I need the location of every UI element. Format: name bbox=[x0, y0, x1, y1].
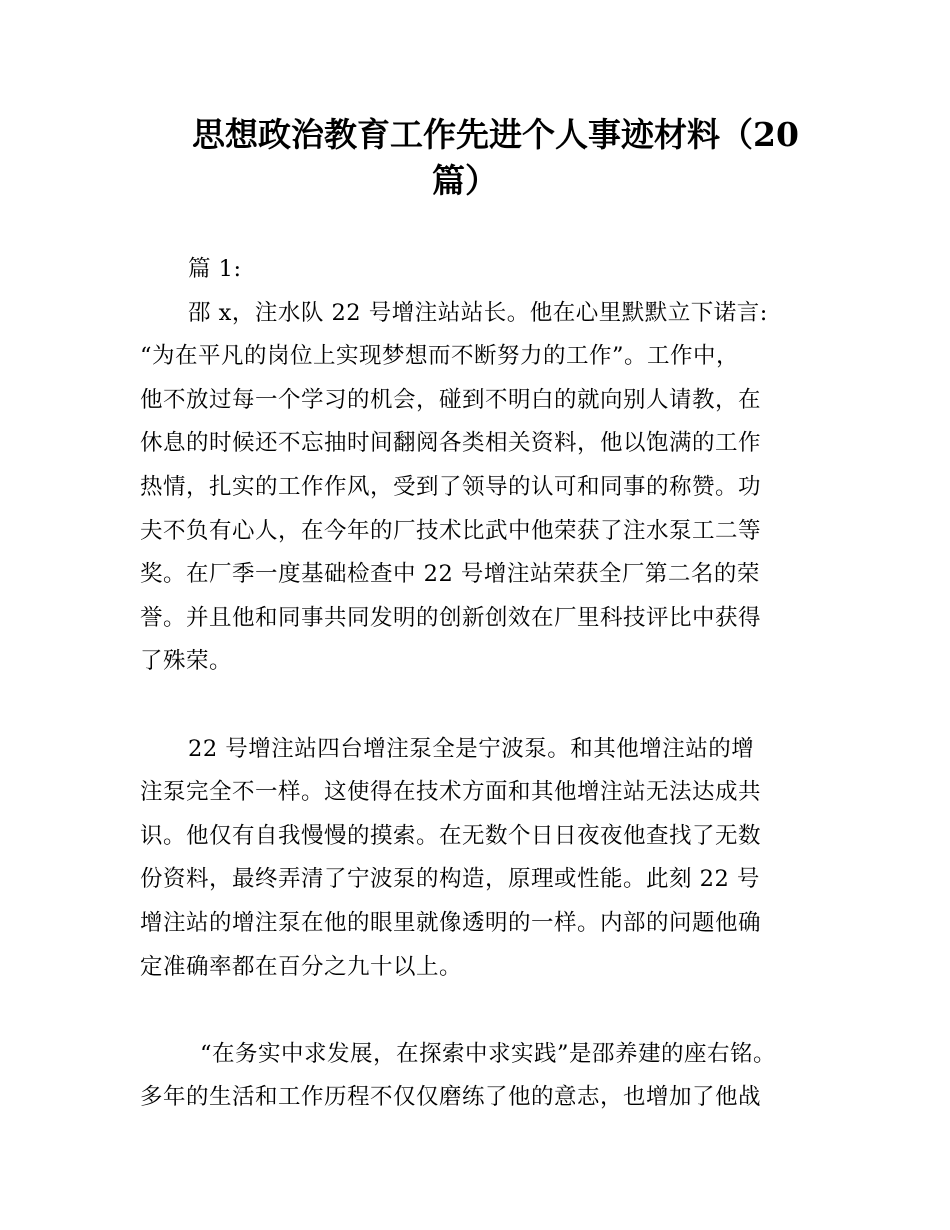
paragraph-spacer bbox=[140, 684, 830, 728]
paragraph-2 bbox=[140, 728, 830, 990]
document-title-line-1: 思想政治教育工作先进个人事迹材料（20 bbox=[192, 115, 799, 154]
paragraph-line: “在务实中求发展，在探索中求实践”是邵养建的座右铭。 bbox=[200, 1040, 777, 1067]
paragraph-line: 奖。在厂季一度基础检查中 22 号增注站荣获全厂第二名的荣 bbox=[140, 561, 760, 588]
paragraph-1 bbox=[140, 292, 830, 684]
document-title bbox=[140, 112, 840, 204]
paragraph-line: “为在平凡的岗位上实现梦想而不断努力的工作”。工作中， bbox=[140, 343, 740, 370]
paragraph-line: 夫不负有心人，在今年的厂技术比武中他荣获了注水泵工二等 bbox=[140, 517, 762, 544]
paragraph-line: 定准确率都在百分之九十以上。 bbox=[140, 953, 463, 980]
paragraph-line: 注泵完全不一样。这使得在技术方面和其他增注站无法达成共 bbox=[140, 779, 762, 806]
paragraph-line: 休息的时候还不忘抽时间翻阅各类相关资料，他以饱满的工作 bbox=[140, 430, 762, 457]
paragraph-line: 他不放过每一个学习的机会，碰到不明白的就向别人请教，在 bbox=[140, 386, 762, 413]
paragraph-line: 邵 x，注水队 22 号增注站站长。他在心里默默立下诺言: bbox=[188, 299, 768, 326]
paragraph-line: 誉。并且他和同事共同发明的创新创效在厂里科技评比中获得 bbox=[140, 604, 762, 631]
paragraph-line: 22 号增注站四台增注泵全是宁波泵。和其他增注站的增 bbox=[188, 735, 755, 762]
paragraph-line: 识。他仅有自我慢慢的摸索。在无数个日日夜夜他查找了无数 bbox=[140, 822, 762, 849]
paragraph-line: 热情，扎实的工作作风，受到了领导的认可和同事的称赞。功 bbox=[140, 473, 762, 500]
paragraph-3 bbox=[140, 1033, 830, 1120]
paragraph-line: 份资料，最终弄清了宁波泵的构造，原理或性能。此刻 22 号 bbox=[140, 866, 760, 893]
paragraph-line: 了殊荣。 bbox=[140, 648, 233, 675]
section-label: 篇 1: bbox=[188, 256, 242, 282]
document-title-line-2: 篇） bbox=[432, 161, 498, 200]
paragraph-spacer bbox=[140, 989, 830, 1033]
paragraph-line: 多年的生活和工作历程不仅仅磨练了他的意志，也增加了他战 bbox=[140, 1084, 762, 1111]
document-body bbox=[140, 248, 830, 1120]
paragraph-line: 增注站的增注泵在他的眼里就像透明的一样。内部的问题他确 bbox=[140, 909, 762, 936]
